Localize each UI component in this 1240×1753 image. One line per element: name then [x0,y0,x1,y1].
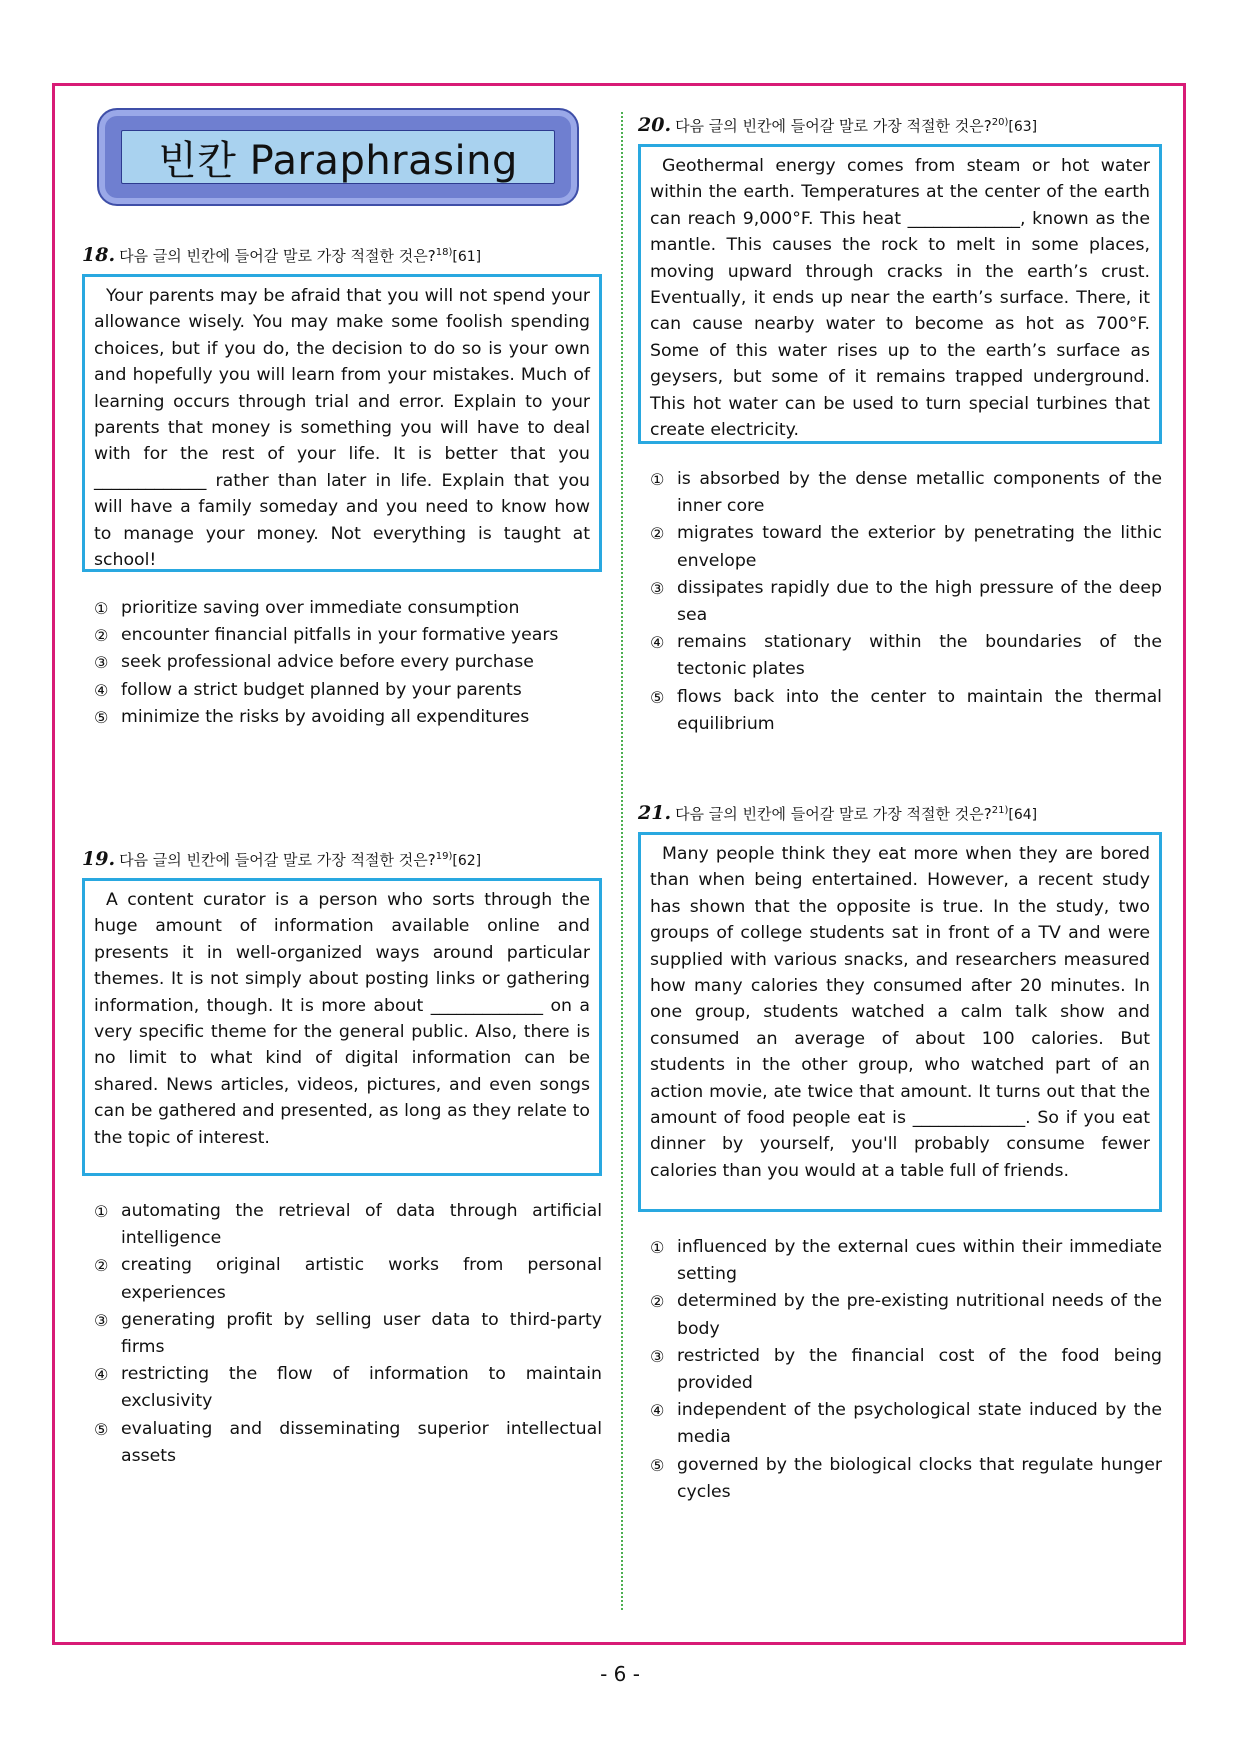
question-20-header [638,114,1037,136]
option-mark: ② [94,626,109,646]
option-text: prioritize saving over immediate consumption [121,598,520,618]
option-mark: ⑤ [94,707,109,727]
option-mark: ② [650,524,665,544]
question-21-options [650,1234,1162,1506]
option-mark: ③ [94,1310,109,1330]
option-text: governed by the biological clocks that regulate hunger cycles [677,1454,1162,1502]
option-mark: ⑤ [650,687,665,707]
title-banner [97,108,579,206]
answer-option[interactable] [650,1234,1162,1288]
question-number: 21. [638,802,672,824]
question-reference: [63] [1008,119,1038,135]
column-divider [621,112,623,1610]
answer-option[interactable] [650,1343,1162,1397]
question-20-options [650,466,1162,738]
option-mark: ② [94,1256,109,1276]
option-text: minimize the risks by avoiding all expenditures [121,706,530,727]
option-text: automating the retrieval of data through artificial intelligence [121,1201,602,1249]
option-text: independent of the psychological state induced by the media [677,1400,1162,1448]
option-text: dissipates rapidly due to the high pressure of the deep sea [677,577,1162,626]
question-18-header [82,244,481,266]
answer-option[interactable] [94,677,602,704]
question-footnote: 20) [991,117,1009,128]
answer-option[interactable] [650,466,1162,520]
question-reference: [61] [452,249,482,265]
option-mark: ① [650,1238,665,1257]
question-footnote: 19) [435,851,453,862]
question-21-passage: Many people think they eat more when they are bored than when being entertained. However, a recent study has shown that the opposite is true. In the study, two groups of college students sat in front of a TV and were supplied with various snacks, and researchers measured how many calories they consumed after 20 minutes. In one group, students watched a calm talk show and consumed an average of about 100 calories. But students in the other group, who watched part of an action movie, ate twice that amount. It turns out that the amount of food people eat is _____________. So if you eat dinner by yourself, you'll probably consume fewer calories than you would at a table full of friends. [638,832,1162,1212]
page-number: - 6 - [600,1662,640,1686]
answer-option[interactable] [94,1252,602,1306]
answer-option[interactable] [650,684,1162,738]
question-reference: [64] [1008,807,1038,823]
answer-option[interactable] [94,649,602,676]
question-19-header [82,848,481,870]
answer-option[interactable] [650,629,1162,683]
option-text: follow a strict budget planned by your parents [121,679,522,700]
question-19-passage: A content curator is a person who sorts through the huge amount of information available online and presents it in well-organized ways around particular themes. It is not simply about posting links or gathering information, though. It is more about _____________ on a very specific theme for the general public. Also, there is no limit to what kind of digital information can be shared. News articles, videos, pictures, and even songs can be gathered and presented, as long as they relate to the topic of interest. [82,878,602,1176]
question-number: 19. [82,848,116,870]
option-mark: ⑤ [650,1455,665,1475]
page-title: 빈칸 Paraphrasing [158,137,518,184]
option-text: generating profit by selling user data to third-party firms [121,1309,602,1358]
question-18-options [94,595,602,731]
answer-option[interactable] [94,595,602,622]
answer-option[interactable] [94,1361,602,1415]
answer-option[interactable] [650,1288,1162,1342]
option-text: influenced by the external cues within their immediate setting [677,1237,1162,1285]
question-prompt: 다음 글의 빈칸에 들어갈 말로 가장 적절한 것은? [675,805,992,823]
option-mark: ④ [94,680,109,700]
question-footnote: 21) [991,805,1009,816]
question-prompt: 다음 글의 빈칸에 들어갈 말로 가장 적절한 것은? [675,117,992,135]
answer-option[interactable] [94,622,602,649]
option-mark: ① [94,599,109,618]
option-mark: ⑤ [94,1419,109,1439]
option-mark: ③ [650,1346,665,1366]
option-text: encounter financial pitfalls in your formative years [121,625,559,646]
answer-option[interactable] [650,1397,1162,1451]
question-18-passage: Your parents may be afraid that you will not spend your allowance wisely. You may make some foolish spending choices, but if you do, the decision to do so is your own and hopefully you will learn from your mistakes. Much of learning occurs through trial and error. Explain to your parents that money is something you will have to deal with for the rest of your life. It is better that you _____________ rather than later in life. Explain that you will have a family someday and you need to know how to manage your money. Not everything is taught at school! [82,274,602,572]
question-21-header [638,802,1037,824]
answer-option[interactable] [650,520,1162,574]
question-number: 20. [638,114,672,136]
title-banner-inner [121,130,555,184]
option-mark: ④ [650,633,665,653]
question-reference: [62] [452,853,482,869]
option-text: determined by the pre-existing nutritional needs of the body [677,1291,1162,1339]
option-text: migrates toward the exterior by penetrating the lithic envelope [677,523,1162,571]
option-mark: ① [650,470,665,489]
answer-option[interactable] [650,575,1162,629]
option-mark: ④ [94,1365,109,1385]
option-text: flows back into the center to maintain the thermal equilibrium [677,686,1162,734]
option-mark: ③ [650,578,665,598]
question-20-passage: Geothermal energy comes from steam or hot water within the earth. Temperatures at the center of the earth can reach 9,000°F. This heat _____________, known as the mantle. This causes the rock to melt in some places, moving upward through cracks in the earth’s crust. Eventually, it ends up near the earth’s surface. There, it can cause nearby water to become as hot as 700°F. Some of this water rises up to the earth’s surface as geysers, but some of it remains trapped underground. This hot water can be used to turn special turbines that create electricity. [638,144,1162,444]
option-mark: ② [650,1292,665,1312]
option-mark: ④ [650,1401,665,1421]
option-text: creating original artistic works from personal experiences [121,1255,602,1303]
option-text: is absorbed by the dense metallic components of the inner core [677,469,1162,517]
answer-option[interactable] [94,1307,602,1361]
answer-option[interactable] [94,1198,602,1252]
answer-option[interactable] [650,1452,1162,1506]
question-footnote: 18) [435,247,453,258]
question-19-options [94,1198,602,1470]
option-text: evaluating and disseminating superior intellectual assets [121,1418,602,1466]
option-mark: ① [94,1202,109,1221]
question-number: 18. [82,244,116,266]
question-prompt: 다음 글의 빈칸에 들어갈 말로 가장 적절한 것은? [119,247,436,265]
option-text: restricted by the financial cost of the food being provided [677,1345,1162,1394]
answer-option[interactable] [94,704,602,731]
option-text: restricting the flow of information to maintain exclusivity [121,1364,602,1412]
option-mark: ③ [94,653,109,673]
option-text: remains stationary within the boundaries of the tectonic plates [677,632,1162,680]
option-text: seek professional advice before every purchase [121,652,534,673]
answer-option[interactable] [94,1416,602,1470]
question-prompt: 다음 글의 빈칸에 들어갈 말로 가장 적절한 것은? [119,851,436,869]
